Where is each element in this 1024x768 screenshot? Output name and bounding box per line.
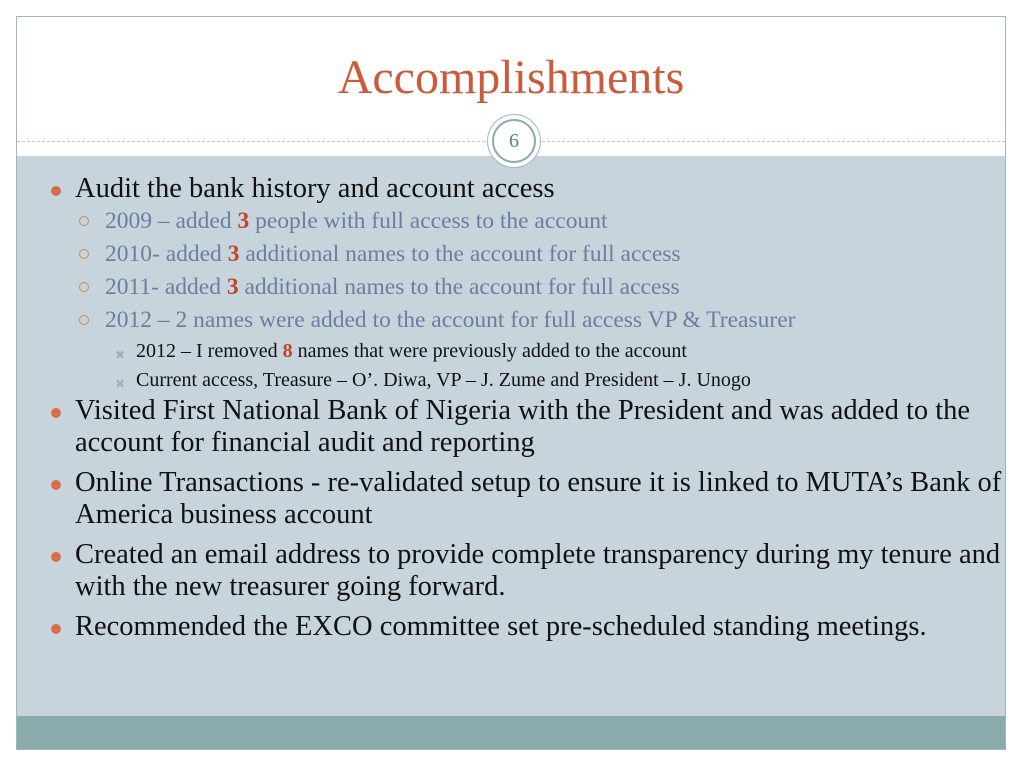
bullet-text: Recommended the EXCO committee set pre-scheduled standing meetings. (75, 611, 927, 642)
bullet-dot-icon (51, 480, 61, 490)
bullet-item (17, 467, 1005, 531)
bullet-dot-icon (51, 186, 61, 196)
sub-bullet-item (17, 238, 1005, 271)
bullet-text-pre: 2011- added (105, 274, 227, 300)
bullet-ring-icon (79, 282, 89, 292)
page-number-badge (487, 114, 541, 168)
bullet-text-post: additional names to the account for full access (239, 241, 681, 267)
highlight-number: 3 (227, 241, 240, 267)
sub-bullet-item (17, 304, 1005, 337)
bullet-item (17, 539, 1005, 603)
sub-sub-bullet-item (17, 366, 1005, 395)
bullet-text: Online Transactions - re-validated setup to ensure it is linked to MUTA’s Bank of America business account (75, 467, 1002, 530)
bullet-text: 2012 – 2 names were added to the account for full access VP & Treasurer (105, 307, 796, 333)
bullet-ring-icon (79, 315, 89, 325)
bullet-text: Visited First National Bank of Nigeria with the President and was added to the account for financial audit and reporting (75, 395, 971, 458)
highlight-number: 3 (226, 274, 239, 300)
bullet-dot-icon (51, 552, 61, 562)
bullet-ring-icon (79, 216, 89, 226)
footer-band (17, 716, 1005, 749)
bullet-text: Current access, Treasure – O’. Diwa, VP – J. Zume and President – J. Unogo (136, 369, 751, 391)
page-number: 6 (492, 119, 536, 163)
bullet-item (17, 395, 1005, 459)
highlight-number: 8 (282, 340, 293, 362)
bullet-ring-icon (79, 249, 89, 259)
bullet-text: Created an email address to provide complete transparency during my tenure and with the new treasurer going forward. (75, 539, 1001, 602)
bullet-text-pre: 2010- added (105, 241, 228, 267)
bullet-dot-icon (51, 624, 61, 634)
slide-title: Accomplishments (337, 51, 685, 104)
sub-bullet-item (17, 271, 1005, 304)
bullet-cross-icon: ✖ (115, 377, 126, 391)
bullet-text-post: people with full access to the account (249, 208, 608, 234)
bullet-item (17, 173, 1005, 205)
bullet-text: Audit the bank history and account access (75, 173, 555, 204)
bullet-item (17, 611, 1005, 643)
sub-bullet-item (17, 205, 1005, 238)
highlight-number: 3 (237, 208, 250, 234)
bullet-text-post: additional names to the account for full access (238, 274, 680, 300)
sub-sub-bullet-item (17, 337, 1005, 366)
bullet-list (17, 173, 1005, 643)
bullet-cross-icon: ✖ (115, 348, 126, 362)
bullet-text-pre: 2009 – added (105, 208, 238, 234)
bullet-text-post: names that were previously added to the account (292, 340, 687, 362)
bullet-dot-icon (51, 408, 61, 418)
bullet-text-pre: 2012 – I removed (136, 340, 283, 362)
